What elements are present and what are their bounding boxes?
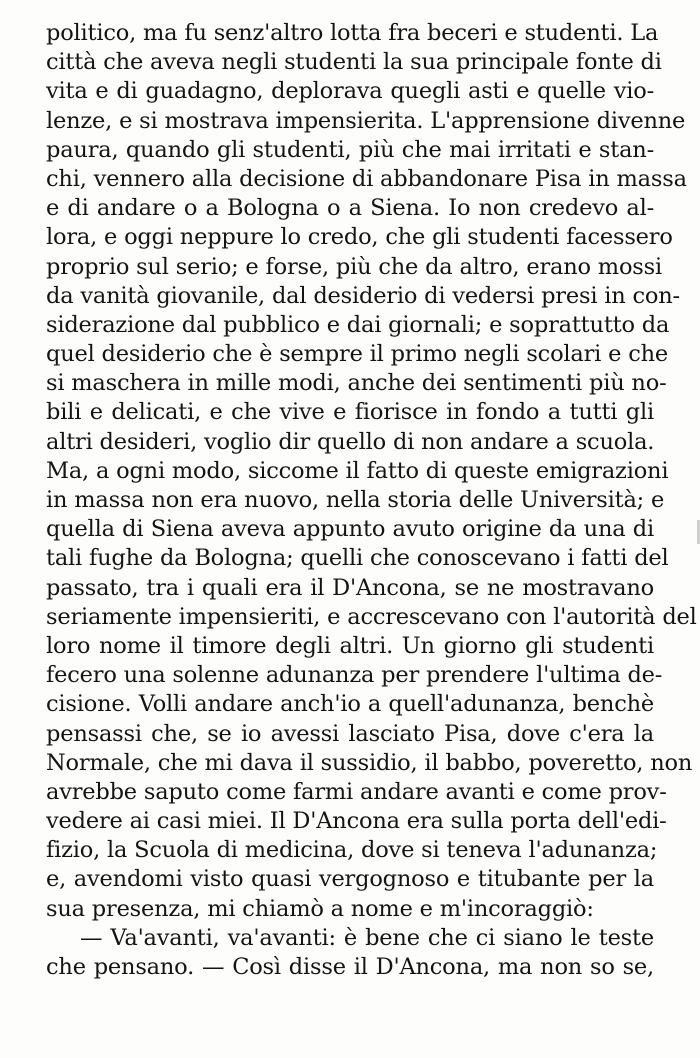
text-line: si maschera in mille modi, anche dei sentimenti più no- (46, 370, 667, 397)
text-line: città che aveva negli studenti la sua principale fonte di (46, 49, 662, 76)
text-line: da vanità giovanile, dal desiderio di vedersi presi in con- (46, 282, 680, 309)
text-line: fizio, la Scuola di medicina, dove si teneva l'adunanza; (46, 837, 658, 864)
text-line: loro nome il timore degli altri. Un giorno gli studenti (46, 632, 654, 659)
text-line: siderazione dal pubblico e dai giornali; e soprattutto da (46, 311, 670, 338)
text-line: proprio sul serio; e forse, più che da altro, erano mossi (46, 253, 662, 280)
dialogue-line: — Va'avanti, va'avanti: è bene che ci siano le teste (80, 924, 654, 951)
text-line: lora, e oggi neppure lo credo, che gli studenti facessero (46, 224, 673, 251)
text-line: tali fughe da Bologna; quelli che conoscevano i fatti del (46, 545, 669, 572)
text-line: pensassi che, se io avessi lasciato Pisa, dove c'era la (46, 720, 654, 747)
text-line: cisione. Volli andare anch'io a quell'adunanza, benchè (46, 691, 654, 718)
text-line: che pensano. — Così disse il D'Ancona, ma non so se, (46, 954, 654, 980)
text-line: altri desideri, voglio dir quello di non andare a scuola. (46, 428, 655, 455)
text-line: politico, ma fu senz'altro lotta fra beceri e studenti. La (46, 20, 659, 46)
text-line: seriamente impensieriti, e accrescevano con l'autorità del (46, 603, 697, 630)
body-text (46, 19, 697, 982)
paragraph-end-line: sua presenza, mi chiamò a nome e m'incoraggiò: (46, 895, 594, 922)
text-line: Ma, a ogni modo, siccome il fatto di queste emigrazioni (46, 457, 669, 484)
text-line: Normale, che mi dava il sussidio, il babbo, poveretto, non (46, 749, 693, 776)
text-line: paura, quando gli studenti, più che mai irritati e stan- (46, 136, 654, 163)
text-line: avrebbe saputo come farmi andare avanti e come prov- (46, 778, 667, 805)
text-line: passato, tra i quali era il D'Ancona, se ne mostravano (46, 574, 654, 601)
text-line: in massa non era nuovo, nella storia delle Università; e (46, 487, 665, 513)
text-line: chi, vennero alla decisione di abbandonare Pisa in massa (46, 165, 687, 192)
text-line: e, avendomi visto quasi vergognoso e titubante per la (46, 866, 654, 893)
text-line: e di andare o a Bologna o a Siena. Io non credevo al- (46, 195, 654, 222)
text-line: quella di Siena aveva appunto avuto origine da una di (46, 516, 654, 543)
text-line: bili e delicati, e che vive e fiorisce in fondo a tutti gli (46, 399, 654, 426)
text-line: vedere ai casi miei. Il D'Ancona era sulla porta dell'edi- (46, 808, 667, 835)
text-line: fecero una solenne adunanza per prendere l'ultima de- (46, 662, 663, 689)
text-line: lenze, e si mostrava impensierita. L'apprensione divenne (46, 107, 686, 134)
text-line: quel desiderio che è sempre il primo negli scolari e che (46, 341, 669, 368)
text-line: vita e di guadagno, deplorava quegli asti e quelle vio- (46, 78, 654, 105)
